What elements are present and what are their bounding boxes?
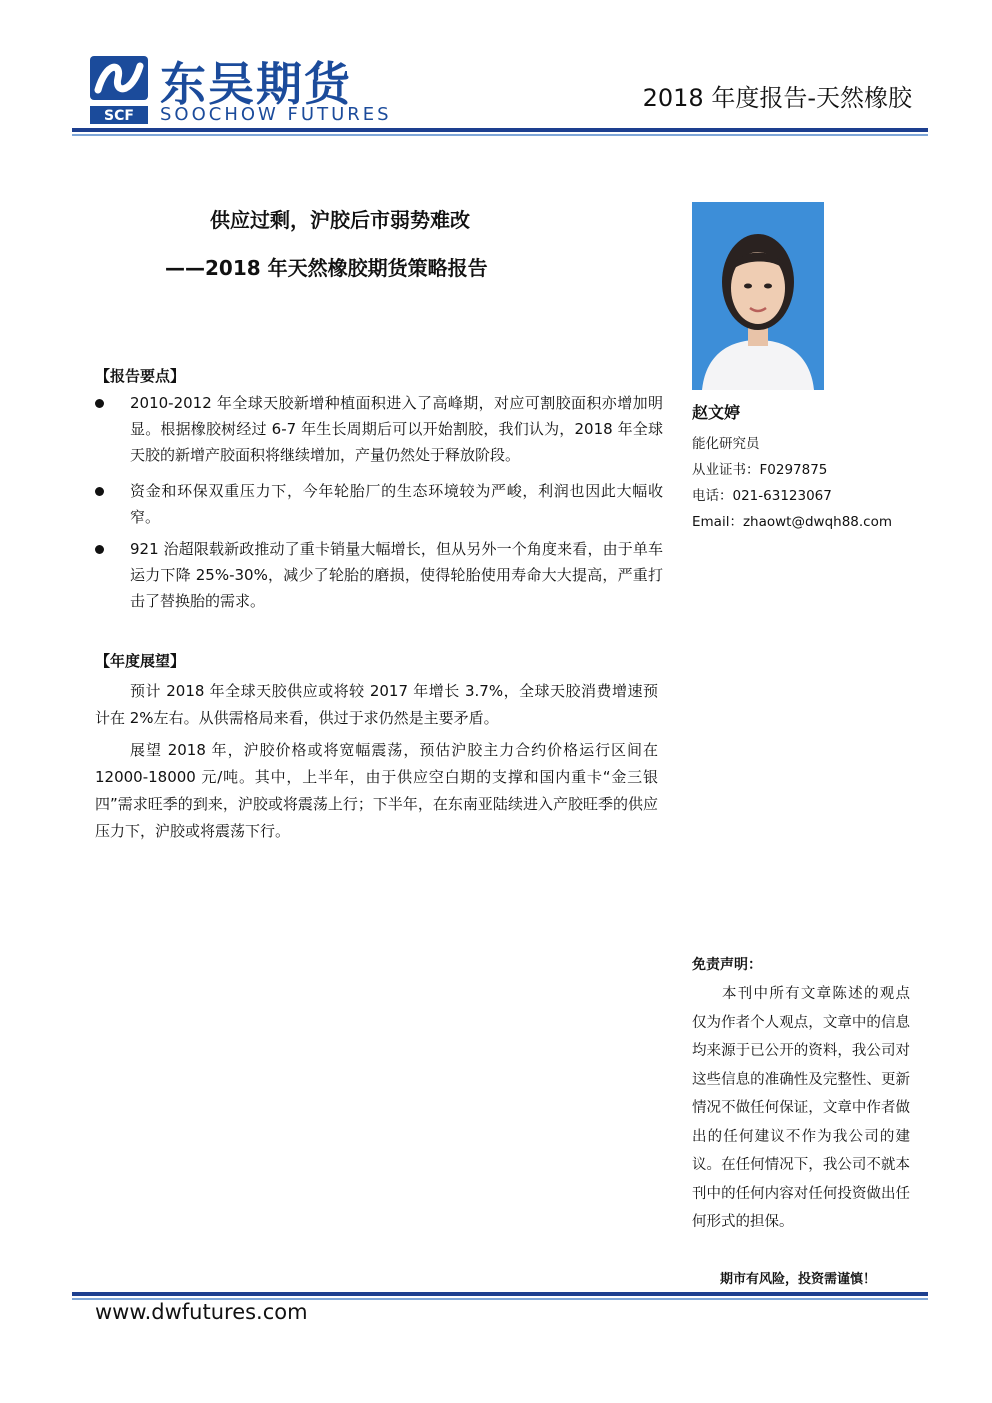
list-item bbox=[95, 536, 663, 614]
author-role: 能化研究员 bbox=[692, 436, 760, 452]
bullet-icon bbox=[95, 545, 104, 554]
author-photo bbox=[692, 202, 824, 390]
disclaimer-heading: 免责声明： bbox=[692, 957, 762, 973]
outlook-paragraph: 预计 2018 年全球天胶供应或将较 2017 年增长 3.7%，全球天胶消费增速预计在 2%左右。从供需格局来看，供过于求仍然是主要矛盾。 bbox=[95, 682, 658, 727]
disclaimer-body: 本刊中所有文章陈述的观点仅为作者个人观点，文章中的信息均来源于已公开的资料，我公司对这些信息的准确性及完整性、更新情况不做任何保证，文章中作者做出的任何建议不作为我公司的建议。在任何情况下，我公司不就本刊中的任何内容对任何投资做出任何形式的担保。 bbox=[692, 986, 910, 1230]
bullet-text: 资金和环保双重压力下，今年轮胎厂的生态环境较为严峻，利润也因此大幅收窄。 bbox=[130, 482, 663, 526]
header-rule bbox=[72, 128, 928, 132]
author-license: 从业证书：F0297875 bbox=[692, 462, 828, 478]
bullet-text: 2010-2012 年全球天胶新增种植面积进入了高峰期，对应可割胶面积亦增加明显。根据橡胶树经过 6-7 年生长周期后可以开始割胶，我们认为，2018 年全球天胶的新增产胶面积将继续增加，产量仍然处于释放阶段。 bbox=[130, 394, 663, 464]
report-header-title: 2018 年度报告-天然橡胶 bbox=[642, 84, 912, 112]
logo-abbr: SCF bbox=[104, 108, 134, 124]
portrait-icon bbox=[692, 202, 824, 390]
logo-cn-text: 东吴期货 bbox=[160, 57, 352, 111]
header-rule-thin bbox=[72, 134, 928, 136]
bullet-icon bbox=[95, 487, 104, 496]
list-item bbox=[95, 478, 663, 530]
author-name: 赵文婷 bbox=[692, 403, 741, 422]
list-item bbox=[95, 390, 663, 468]
logo-en-text: SOOCHOW FUTURES bbox=[160, 104, 392, 125]
sub-title: ——2018 年天然橡胶期货策略报告 bbox=[165, 256, 488, 280]
bullet-icon bbox=[95, 399, 104, 408]
outlook-paragraph: 展望 2018 年，沪胶价格或将宽幅震荡，预估沪胶主力合约价格运行区间在 12000-18000 元/吨。其中，上半年，由于供应空白期的支撑和国内重卡“金三银四”需求旺季的到来，沪胶或将震荡上行；下半年，在东南亚陆续进入产胶旺季的供应压力下，沪胶或将震荡下行。 bbox=[95, 741, 658, 840]
footer-rule bbox=[72, 1292, 928, 1296]
author-phone: 电话：021-63123067 bbox=[692, 488, 832, 504]
author-email: Email：zhaowt@dwqh88.com bbox=[692, 514, 893, 530]
main-title: 供应过剩，沪胶后市弱势难改 bbox=[210, 208, 470, 232]
bullet-text: 921 治超限载新政推动了重卡销量大幅增长，但从另外一个角度来看，由于单车运力下降 25%-30%，减少了轮胎的磨损，使得轮胎使用寿命大大提高，严重打击了替换胎的需求。 bbox=[130, 540, 663, 610]
outlook-heading: 【年度展望】 bbox=[95, 652, 186, 670]
key-points-heading: 【报告要点】 bbox=[95, 367, 186, 385]
risk-warning: 期市有风险，投资需谨慎！ bbox=[720, 1272, 877, 1287]
website-link[interactable]: www.dwfutures.com bbox=[95, 1300, 308, 1324]
